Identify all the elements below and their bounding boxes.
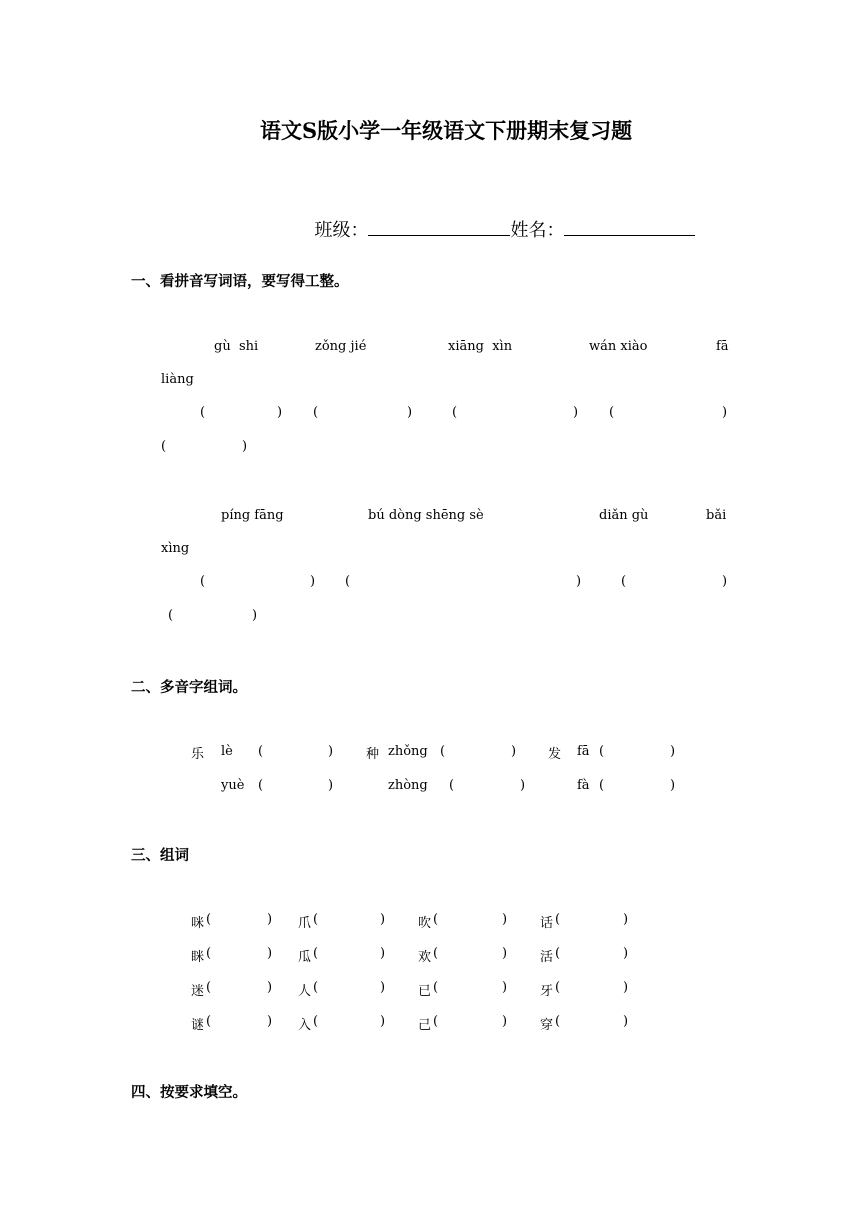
pinyin-item: xiāng xìn: [448, 339, 513, 354]
answer-blank-close: ): [670, 744, 676, 759]
answer-blank-open: (: [258, 778, 264, 793]
section-heading-2: 二、多音字组词。: [131, 680, 247, 696]
word-char: 入: [298, 1018, 312, 1033]
word-char: 牙: [540, 984, 554, 999]
answer-blank-close: ): [267, 946, 273, 961]
pinyin-item: xìng: [161, 541, 190, 556]
word-char: 谜: [191, 1018, 205, 1033]
pinyin-item: bú dòng shēng sè: [368, 508, 484, 523]
class-blank[interactable]: [368, 217, 510, 236]
polyphone-reading: fā: [577, 744, 590, 759]
class-name-line: [303, 195, 695, 242]
name-blank[interactable]: [564, 217, 695, 236]
polyphone-reading: fà: [577, 778, 590, 793]
answer-blank-open: (: [599, 744, 605, 759]
answer-blank-open: (: [433, 946, 439, 961]
answer-blank-close: ): [576, 574, 582, 589]
polyphone-reading: zhòng: [388, 778, 428, 793]
word-char: 欢: [418, 950, 432, 965]
answer-blank-open: (: [206, 980, 212, 995]
answer-blank-close: ): [670, 778, 676, 793]
answer-blank-open: (: [621, 574, 627, 589]
answer-blank-close: ): [380, 980, 386, 995]
answer-blank-close: ): [380, 912, 386, 927]
answer-blank-open: (: [168, 608, 174, 623]
answer-blank-open: (: [555, 980, 561, 995]
answer-blank-close: ): [267, 912, 273, 927]
answer-blank-close: ): [623, 1014, 629, 1029]
pinyin-item: fā: [716, 339, 729, 354]
section-heading-1: 一、看拼音写词语，要写得工整。: [131, 274, 349, 290]
polyphone-reading: yuè: [221, 778, 245, 793]
answer-blank-open: (: [609, 405, 615, 420]
answer-blank-close: ): [267, 1014, 273, 1029]
answer-blank-close: ): [502, 946, 508, 961]
pinyin-item: gù shi: [214, 339, 259, 354]
answer-blank-open: (: [313, 1014, 319, 1029]
page-title: 语文S版小学一年级语文下册期末复习题: [260, 118, 633, 143]
answer-blank-open: (: [433, 980, 439, 995]
answer-blank-close: ): [380, 946, 386, 961]
word-char: 瓜: [298, 950, 312, 965]
polyphone-char: 种: [366, 747, 380, 762]
answer-blank-close: ): [328, 778, 334, 793]
section-heading-4: 四、按要求填空。: [131, 1085, 247, 1101]
answer-blank-close: ): [328, 744, 334, 759]
answer-blank-open: (: [452, 405, 458, 420]
answer-blank-close: ): [511, 744, 517, 759]
answer-blank-open: (: [433, 1014, 439, 1029]
answer-blank-open: (: [599, 778, 605, 793]
answer-blank-close: ): [502, 1014, 508, 1029]
answer-blank-close: ): [407, 405, 413, 420]
polyphone-char: 乐: [191, 747, 205, 762]
answer-blank-open: (: [206, 946, 212, 961]
pinyin-item: wán xiào: [589, 339, 648, 354]
pinyin-item: liàng: [161, 372, 194, 387]
pinyin-item: píng fāng: [221, 508, 284, 523]
answer-blank-open: (: [313, 912, 319, 927]
word-char: 己: [418, 1018, 432, 1033]
word-char: 已: [418, 984, 432, 999]
answer-blank-close: ): [623, 980, 629, 995]
word-char: 眯: [191, 950, 205, 965]
answer-blank-open: (: [345, 574, 351, 589]
answer-blank-open: (: [206, 1014, 212, 1029]
answer-blank-close: ): [623, 912, 629, 927]
answer-blank-close: ): [623, 946, 629, 961]
word-char: 人: [298, 984, 312, 999]
answer-blank-close: ): [722, 405, 728, 420]
answer-blank-open: (: [161, 439, 167, 454]
answer-blank-close: ): [252, 608, 258, 623]
answer-blank-open: (: [555, 946, 561, 961]
answer-blank-close: ): [380, 1014, 386, 1029]
answer-blank-open: (: [200, 405, 206, 420]
answer-blank-open: (: [313, 946, 319, 961]
answer-blank-open: (: [258, 744, 264, 759]
word-char: 迷: [191, 984, 205, 999]
answer-blank-close: ): [277, 405, 283, 420]
answer-blank-open: (: [555, 1014, 561, 1029]
word-char: 咪: [191, 916, 205, 931]
polyphone-reading: lè: [221, 744, 233, 759]
answer-blank-close: ): [267, 980, 273, 995]
section-heading-3: 三、组词: [131, 848, 189, 864]
answer-blank-open: (: [555, 912, 561, 927]
class-label: 班级：: [314, 220, 369, 241]
answer-blank-open: (: [433, 912, 439, 927]
word-char: 话: [540, 916, 554, 931]
polyphone-reading: zhǒng: [388, 744, 428, 759]
word-char: 活: [540, 950, 554, 965]
answer-blank-close: ): [573, 405, 579, 420]
answer-blank-close: ): [242, 439, 248, 454]
name-label: 姓名：: [510, 220, 565, 241]
word-char: 吹: [418, 916, 432, 931]
answer-blank-open: (: [449, 778, 455, 793]
word-char: 穿: [540, 1018, 554, 1033]
answer-blank-close: ): [310, 574, 316, 589]
answer-blank-open: (: [200, 574, 206, 589]
polyphone-char: 发: [548, 747, 562, 762]
answer-blank-close: ): [502, 980, 508, 995]
pinyin-item: bǎi: [706, 508, 727, 523]
answer-blank-open: (: [206, 912, 212, 927]
answer-blank-open: (: [313, 405, 319, 420]
answer-blank-close: ): [722, 574, 728, 589]
answer-blank-open: (: [313, 980, 319, 995]
answer-blank-open: (: [440, 744, 446, 759]
pinyin-item: diǎn gù: [599, 508, 649, 523]
pinyin-item: zǒng jié: [315, 339, 367, 354]
word-char: 爪: [298, 916, 312, 931]
answer-blank-close: ): [502, 912, 508, 927]
answer-blank-close: ): [520, 778, 526, 793]
